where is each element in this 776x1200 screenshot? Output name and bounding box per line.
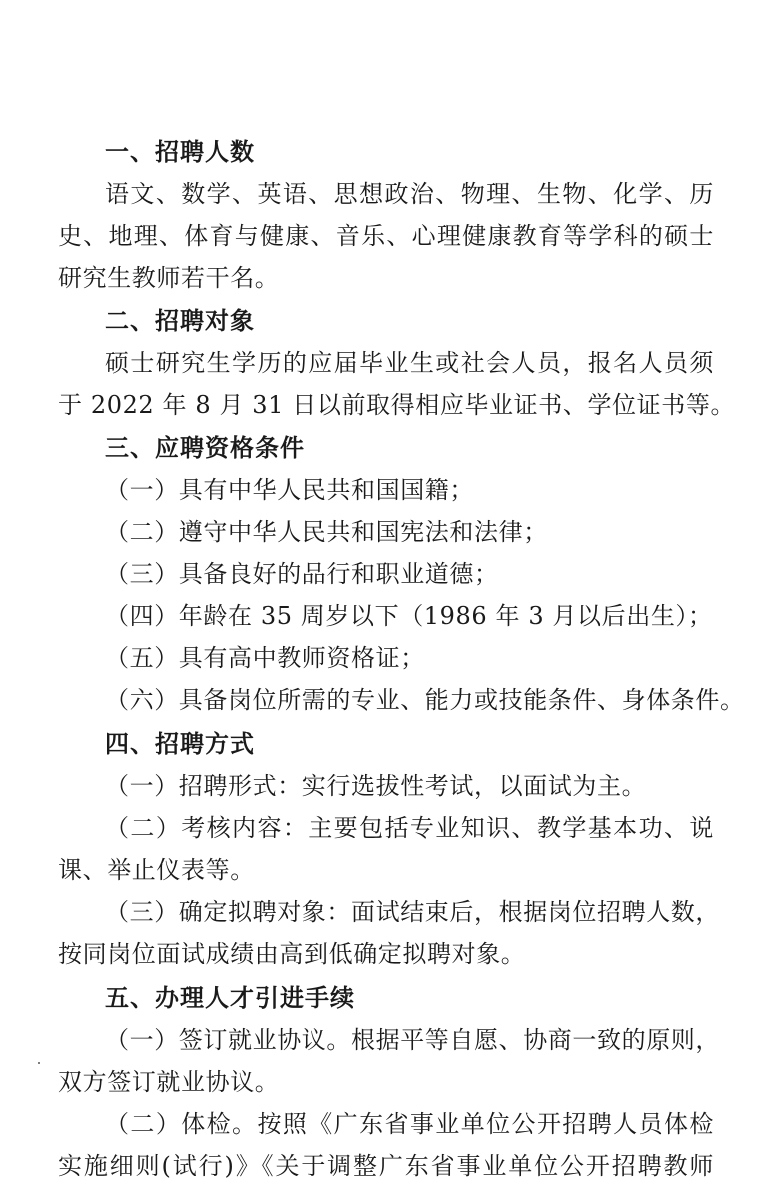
list-item: （二）考核内容：主要包括专业知识、教学基本功、说 xyxy=(105,814,714,842)
paragraph-line: 史、地理、体育与健康、音乐、心理健康教育等学科的硕士 xyxy=(58,222,714,250)
list-item: （五）具有高中教师资格证； xyxy=(105,644,425,672)
list-item: （四）年龄在 35 周岁以下（1986 年 3 月以后出生）； xyxy=(105,602,713,630)
section-heading-recruitment-number: 一、招聘人数 xyxy=(105,138,255,166)
paragraph-line: 硕士研究生学历的应届毕业生或社会人员，报名人员须 xyxy=(105,349,714,377)
paragraph-line: 双方签订就业协议。 xyxy=(58,1068,280,1096)
list-item: （三）具备良好的品行和职业道德； xyxy=(105,560,499,588)
paragraph-line: 课、举止仪表等。 xyxy=(58,856,255,884)
paragraph-line: 于 2022 年 8 月 31 日以前取得相应毕业证书、学位证书等。 xyxy=(58,391,736,419)
paragraph-line: 研究生教师若干名。 xyxy=(58,264,280,292)
scan-speck xyxy=(38,1062,40,1064)
list-item: （一）签订就业协议。根据平等自愿、协商一致的原则， xyxy=(105,1026,720,1054)
list-item: （二）遵守中华人民共和国宪法和法律； xyxy=(105,518,548,546)
list-item: （一）招聘形式：实行选拔性考试，以面试为主。 xyxy=(105,772,647,800)
paragraph-line: 按同岗位面试成绩由高到低确定拟聘对象。 xyxy=(58,940,526,968)
paragraph-line: 语文、数学、英语、思想政治、物理、生物、化学、历 xyxy=(105,180,714,208)
list-item: （三）确定拟聘对象：面试结束后，根据岗位招聘人数， xyxy=(105,898,720,926)
section-heading-recruitment-method: 四、招聘方式 xyxy=(105,730,255,758)
section-heading-recruitment-target: 二、招聘对象 xyxy=(105,307,255,335)
list-item: （六）具备岗位所需的专业、能力或技能条件、身体条件。 xyxy=(105,686,745,714)
section-heading-procedures: 五、办理人才引进手续 xyxy=(105,984,355,1012)
list-item: （二）体检。按照《广东省事业单位公开招聘人员体检 xyxy=(105,1110,714,1138)
paragraph-line: 实施细则(试行)》《关于调整广东省事业单位公开招聘教师 xyxy=(58,1152,714,1180)
section-heading-qualifications: 三、应聘资格条件 xyxy=(105,434,305,462)
list-item: （一）具有中华人民共和国国籍； xyxy=(105,476,474,504)
